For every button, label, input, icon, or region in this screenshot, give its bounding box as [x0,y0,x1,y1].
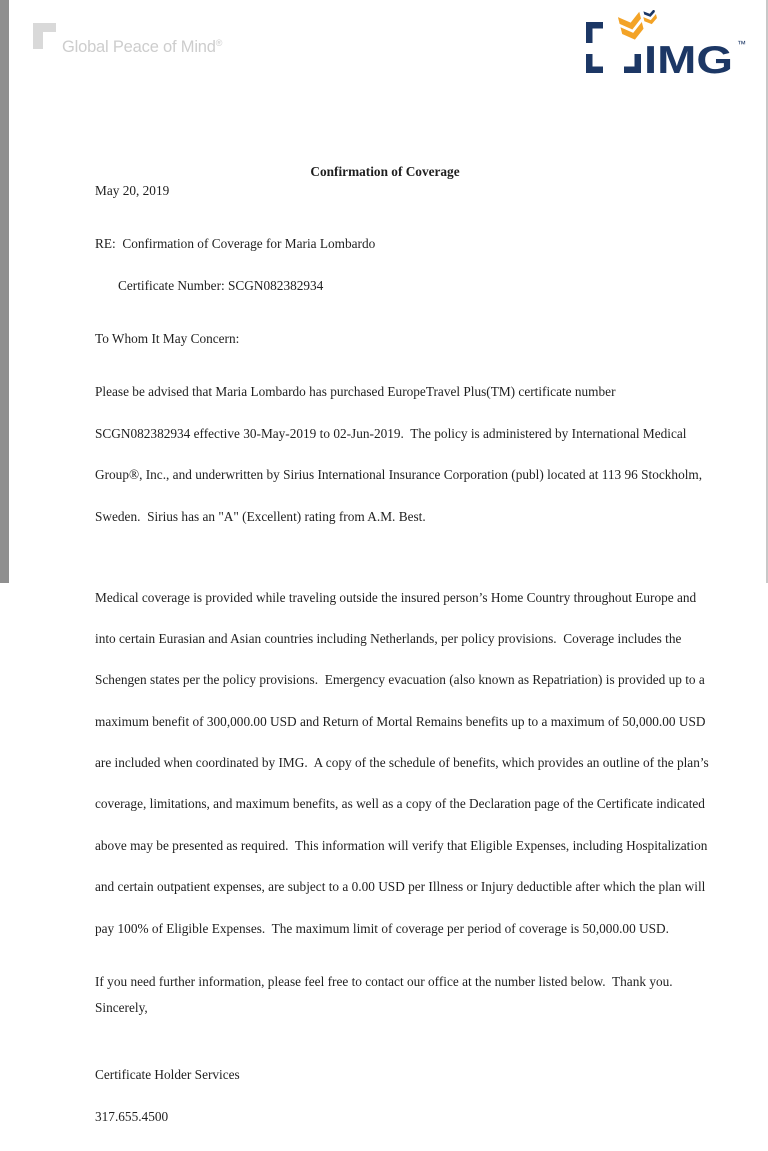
salutation: To Whom It May Concern: [95,330,240,346]
paragraph-line: Schengen states per the policy provisions. Emergency evacuation (also known as Repatriation) is provided up to a [95,672,705,688]
letter-date: May 20, 2019 [95,182,170,198]
paragraph-line: and certain outpatient expenses, are subject to a 0.00 USD per Illness or Injury deductible after which the plan will [95,879,706,895]
paragraph-line: above may be presented as required. This information will verify that Eligible Expenses, including Hospitalization [95,837,708,853]
paragraph-line: are included when coordinated by IMG. A copy of the schedule of benefits, which provides an outline of the plan’s [95,755,709,771]
paragraph-line: SCGN082382934 effective 30-May-2019 to 02-Jun-2019. The policy is administered by International Medical [95,425,687,441]
paragraph-line: Please be advised that Maria Lombardo has purchased EuropeTravel Plus(TM) certificate number [95,384,616,400]
signature-name: Certificate Holder Services [95,1067,240,1083]
img-logo [583,10,753,78]
paragraph-line: coverage, limitations, and maximum benefits, as well as a copy of the Declaration page of the Certificate indicated [95,796,705,812]
img-logo-graphic [583,10,753,78]
paragraph-line: into certain Eurasian and Asian countries including Netherlands, per policy provisions. Coverage includes the [95,630,682,646]
certificate-number-line: Certificate Number: SCGN082382934 [118,277,324,293]
paragraph-line: maximum benefit of 300,000.00 USD and Return of Mortal Remains benefits up to a maximum of 50,000.00 USD [95,713,706,729]
brand-tagline-text: Global Peace of Mind [62,38,216,56]
double-chevron-down-icon [618,10,658,42]
closing-line: If you need further information, please feel free to contact our office at the number listed below. Thank you. [95,974,673,990]
paragraph-line: Group®, Inc., and underwritten by Sirius International Insurance Corporation (publ) located at 113 96 Stockholm, [95,467,703,483]
signature-block [95,1041,695,1151]
letter-title: Confirmation of Coverage [310,164,460,179]
sign-off: Sincerely, [95,999,148,1015]
paragraph-line: Medical coverage is provided while traveling outside the insured person’s Home Country throughout Europe and [95,589,697,605]
letter-body [95,164,709,1151]
signature-phone: 317.655.4500 [95,1108,169,1124]
registered-mark: ® [215,38,223,48]
paragraph-line: Sweden. Sirius has an "A" (Excellent) rating from A.M. Best. [95,508,426,524]
square-brackets-icon [586,22,641,73]
corner-bracket-icon [33,23,43,49]
re-line: RE: Confirmation of Coverage for Maria Lombardo [95,236,376,252]
page-edge-left [0,0,9,583]
img-wordmark: IMG [644,39,733,78]
trademark-symbol: ™ [737,39,746,49]
global-peace-of-mind-logo [33,23,263,55]
re-block [95,210,695,320]
paragraph-line: pay 100% of Eligible Expenses. The maximum limit of coverage per period of coverage is 50,000.00 USD. [95,920,669,936]
paragraph-coverage-details [95,563,709,963]
paragraph-coverage-purchase [95,358,703,551]
brand-tagline [62,38,222,57]
